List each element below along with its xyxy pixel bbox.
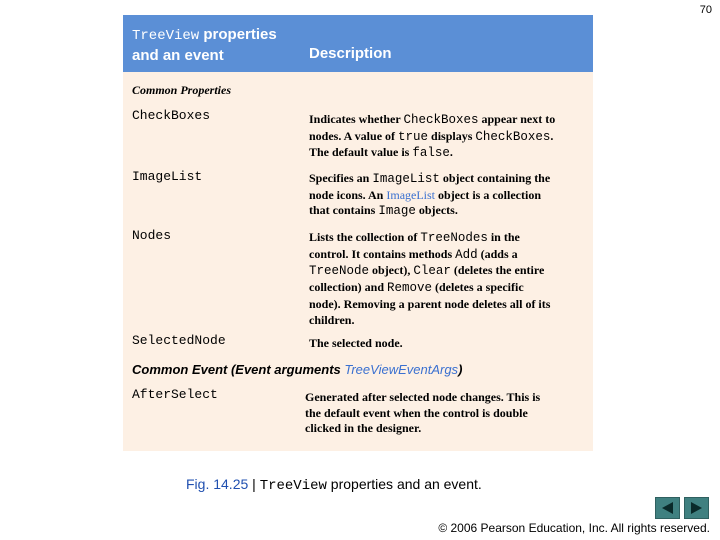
header-description: Description — [309, 45, 392, 62]
section-common-properties: Common Properties — [132, 83, 232, 97]
desc-afterselect: Generated after selected node changes. This is the default event when the control is double clicked in the designer. — [305, 390, 541, 436]
prop-checkboxes: CheckBoxes — [132, 108, 211, 123]
desc-selectednode: The selected node. — [309, 336, 403, 350]
desc-checkboxes: Indicates whether CheckBoxes appear next to nodes. A value of true displays CheckBoxes. The default value is false. — [309, 112, 556, 161]
prop-imagelist: ImageList — [132, 169, 203, 184]
triangle-left-icon — [660, 501, 675, 515]
page-number: 70 — [699, 4, 712, 16]
caption-code: TreeView — [259, 478, 327, 494]
caption-fig-number: Fig. 14.25 — [186, 476, 249, 492]
header-left — [132, 25, 277, 65]
triangle-right-icon — [689, 501, 704, 515]
header-line2: and an event — [132, 47, 224, 64]
figure-caption: Fig. 14.25 | TreeView properties and an event. — [186, 476, 482, 494]
desc-imagelist: Specifies an ImageList object containing the node icons. An ImageList object is a collection that contains Image objects. — [309, 171, 551, 219]
event-args-link: TreeViewEventArgs — [344, 362, 459, 377]
copyright: © 2006 Pearson Education, Inc. All rights reserved. — [438, 521, 710, 535]
header-rest: properties — [199, 26, 277, 43]
table-header — [123, 15, 593, 72]
desc-nodes: Lists the collection of TreeNodes in the control. It contains methods Add (adds a TreeNode object), Clear (deletes the entire collection) and Remove (deletes a specific node). Removing a parent node deletes all of its children. — [309, 230, 551, 327]
prop-afterselect: AfterSelect — [132, 387, 218, 402]
header-code: TreeView — [132, 28, 200, 44]
prev-slide-button[interactable] — [655, 497, 680, 519]
prop-nodes: Nodes — [132, 228, 172, 243]
next-slide-button[interactable] — [684, 497, 709, 519]
prop-selectednode: SelectedNode — [132, 333, 226, 348]
section-common-event: Common Event (Event arguments TreeViewEventArgs) — [132, 362, 463, 377]
properties-table — [123, 15, 593, 451]
